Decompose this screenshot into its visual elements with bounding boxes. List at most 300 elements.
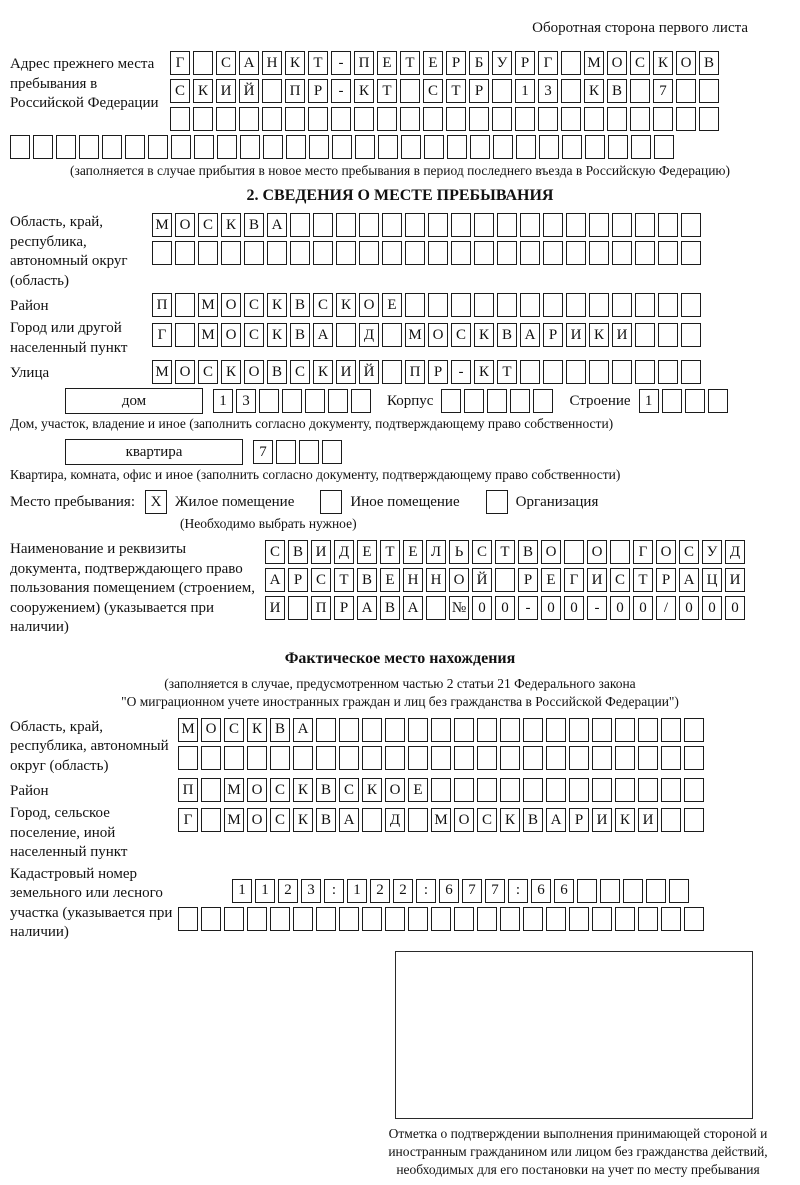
char-cell: 7	[462, 879, 482, 903]
korpus-cells	[441, 389, 553, 413]
char-cell: М	[224, 778, 244, 802]
char-cell	[385, 907, 405, 931]
char-cell: С	[270, 778, 290, 802]
char-cell: А	[679, 568, 699, 592]
previous-address-caption: (заполняется в случае прибытия в новое место пребывания в период последнего въезда в Российскую Федерацию)	[69, 163, 731, 178]
raion-cells	[152, 293, 790, 317]
char-cell	[408, 718, 428, 742]
char-cell: П	[354, 51, 374, 75]
registration-mark-caption: Отметка о подтверждении выполнения принимающей стороной и иностранным гражданином или лицом без гражданства действий, необходимых для его постановки на учет по месту пребывания	[388, 1125, 768, 1177]
char-cell	[539, 135, 559, 159]
char-cell: 3	[301, 879, 321, 903]
char-cell	[316, 907, 336, 931]
char-cell	[615, 907, 635, 931]
char-cell	[423, 107, 443, 131]
char-cell: В	[270, 718, 290, 742]
char-cell	[684, 746, 704, 770]
char-cell	[400, 79, 420, 103]
char-cell: 7	[653, 79, 673, 103]
char-cell	[382, 323, 402, 347]
char-cell: М	[224, 808, 244, 832]
char-cell: И	[216, 79, 236, 103]
char-cell: Н	[262, 51, 282, 75]
char-cell	[589, 360, 609, 384]
char-cell: Т	[334, 568, 354, 592]
previous-address-label: Адрес прежнего места пребывания в Российской Федерации	[10, 56, 159, 111]
char-cell	[615, 746, 635, 770]
char-cell: А	[313, 323, 333, 347]
actual-gorod-block	[10, 804, 790, 863]
char-cell: 6	[439, 879, 459, 903]
char-cell: У	[702, 540, 722, 564]
char-cell	[523, 907, 543, 931]
char-cell	[194, 135, 214, 159]
char-cell	[658, 241, 678, 265]
char-cell	[474, 241, 494, 265]
char-cell: Т	[377, 79, 397, 103]
char-cell: Е	[382, 293, 402, 317]
char-cell: Ц	[702, 568, 722, 592]
other-premises-checkbox	[320, 490, 342, 514]
char-cell: В	[518, 540, 538, 564]
choose-note: (Необходимо выбрать нужное)	[180, 516, 357, 531]
char-cell	[454, 778, 474, 802]
char-cell	[451, 293, 471, 317]
char-cell	[635, 213, 655, 237]
char-cell: Й	[239, 79, 259, 103]
char-cell: Р	[446, 51, 466, 75]
char-cell	[178, 907, 198, 931]
char-cell	[408, 907, 428, 931]
char-cell	[615, 718, 635, 742]
char-cell: В	[380, 596, 400, 620]
char-cell	[351, 389, 371, 413]
actual-oblast-grid	[178, 718, 790, 770]
char-cell: Р	[543, 323, 563, 347]
char-cell	[464, 389, 484, 413]
char-cell: К	[615, 808, 635, 832]
char-cell: 0	[472, 596, 492, 620]
char-cell	[354, 107, 374, 131]
char-cell: А	[265, 568, 285, 592]
char-cell	[520, 213, 540, 237]
actual-location-title: Фактическое место нахождения	[284, 649, 516, 667]
char-cell	[221, 241, 241, 265]
char-cell	[631, 135, 651, 159]
char-cell: Г	[633, 540, 653, 564]
char-cell	[431, 746, 451, 770]
char-cell	[492, 107, 512, 131]
char-cell	[610, 540, 630, 564]
char-cell: :	[324, 879, 344, 903]
char-cell: О	[175, 213, 195, 237]
char-cell	[681, 293, 701, 317]
char-cell	[607, 107, 627, 131]
char-cell: А	[520, 323, 540, 347]
char-cell: В	[357, 568, 377, 592]
char-cell	[520, 241, 540, 265]
actual-oblast-row-2	[178, 746, 790, 770]
gorod-cells	[152, 323, 790, 347]
char-cell: С	[472, 540, 492, 564]
char-cell: К	[653, 51, 673, 75]
cadastral-row-1	[232, 879, 790, 903]
char-cell: О	[541, 540, 561, 564]
char-cell	[224, 907, 244, 931]
char-cell: Т	[633, 568, 653, 592]
oblast-row-1	[152, 213, 790, 237]
char-cell	[247, 746, 267, 770]
char-cell	[362, 746, 382, 770]
char-cell	[546, 778, 566, 802]
char-cell: О	[201, 718, 221, 742]
char-cell: И	[265, 596, 285, 620]
char-cell	[102, 135, 122, 159]
char-cell	[382, 360, 402, 384]
char-cell: 1	[639, 389, 659, 413]
char-cell	[500, 778, 520, 802]
char-cell	[175, 323, 195, 347]
char-cell: 0	[725, 596, 745, 620]
char-cell: В	[244, 213, 264, 237]
char-cell	[428, 213, 448, 237]
char-cell: Р	[288, 568, 308, 592]
char-cell: К	[362, 778, 382, 802]
char-cell: О	[175, 360, 195, 384]
char-cell	[654, 135, 674, 159]
char-cell	[10, 135, 30, 159]
char-cell	[441, 389, 461, 413]
char-cell	[446, 107, 466, 131]
char-cell	[171, 135, 191, 159]
char-cell: К	[474, 323, 494, 347]
char-cell	[313, 213, 333, 237]
char-cell: А	[267, 213, 287, 237]
char-cell: О	[428, 323, 448, 347]
char-cell	[336, 241, 356, 265]
char-cell: И	[587, 568, 607, 592]
char-cell: №	[449, 596, 469, 620]
char-cell: С	[423, 79, 443, 103]
char-cell	[493, 135, 513, 159]
actual-oblast-row-1	[178, 718, 790, 742]
char-cell: М	[405, 323, 425, 347]
char-cell	[615, 778, 635, 802]
char-cell	[569, 746, 589, 770]
organization-label: Организация	[515, 493, 599, 510]
char-cell: -	[587, 596, 607, 620]
char-cell	[201, 778, 221, 802]
char-cell: О	[359, 293, 379, 317]
char-cell	[592, 907, 612, 931]
char-cell	[288, 596, 308, 620]
char-cell: С	[477, 808, 497, 832]
char-cell: Г	[564, 568, 584, 592]
char-cell	[290, 241, 310, 265]
char-cell	[564, 540, 584, 564]
char-cell	[653, 107, 673, 131]
char-cell	[612, 293, 632, 317]
char-cell	[244, 241, 264, 265]
char-cell	[612, 213, 632, 237]
char-cell: Б	[469, 51, 489, 75]
previous-address-extra-row	[10, 135, 790, 159]
char-cell: С	[244, 323, 264, 347]
organization-checkbox	[486, 490, 508, 514]
char-cell	[561, 79, 581, 103]
char-cell	[585, 135, 605, 159]
char-cell	[385, 718, 405, 742]
char-cell	[431, 778, 451, 802]
char-cell	[500, 746, 520, 770]
char-cell: Т	[400, 51, 420, 75]
char-cell	[487, 389, 507, 413]
char-cell: С	[198, 213, 218, 237]
char-cell	[400, 107, 420, 131]
char-cell	[543, 213, 563, 237]
char-cell	[247, 907, 267, 931]
char-cell: Г	[178, 808, 198, 832]
char-cell: Й	[472, 568, 492, 592]
char-cell	[270, 907, 290, 931]
char-cell	[217, 135, 237, 159]
char-cell: Р	[308, 79, 328, 103]
char-cell: А	[239, 51, 259, 75]
char-cell	[175, 241, 195, 265]
char-cell	[661, 808, 681, 832]
char-cell	[523, 778, 543, 802]
char-cell	[216, 107, 236, 131]
char-cell: Т	[446, 79, 466, 103]
previous-address-grid	[170, 51, 790, 131]
char-cell	[309, 135, 329, 159]
char-cell	[523, 718, 543, 742]
char-cell	[79, 135, 99, 159]
char-cell: Г	[152, 323, 172, 347]
char-cell	[495, 568, 515, 592]
char-cell: А	[357, 596, 377, 620]
char-cell	[378, 135, 398, 159]
char-cell: О	[607, 51, 627, 75]
char-cell	[684, 808, 704, 832]
char-cell	[239, 107, 259, 131]
char-cell: К	[589, 323, 609, 347]
char-cell	[589, 213, 609, 237]
char-cell	[638, 778, 658, 802]
char-cell: В	[267, 360, 287, 384]
residential-label: Жилое помещение	[175, 493, 295, 510]
actual-oblast-label: Область, край, республика, автономный округ (область)	[10, 718, 169, 774]
char-cell	[382, 213, 402, 237]
char-cell	[681, 323, 701, 347]
char-cell	[299, 440, 319, 464]
char-cell	[454, 746, 474, 770]
char-cell	[523, 746, 543, 770]
residential-checkbox: X	[145, 490, 167, 514]
char-cell	[661, 746, 681, 770]
char-cell: 0	[633, 596, 653, 620]
char-cell: 6	[531, 879, 551, 903]
char-cell	[592, 718, 612, 742]
char-cell	[684, 718, 704, 742]
char-cell	[428, 293, 448, 317]
char-cell	[685, 389, 705, 413]
char-cell: С	[610, 568, 630, 592]
stroenie-cells	[639, 389, 728, 413]
char-cell: Т	[380, 540, 400, 564]
house-box-label: дом	[65, 388, 203, 414]
char-cell: 6	[554, 879, 574, 903]
char-cell	[336, 213, 356, 237]
char-cell	[635, 323, 655, 347]
char-cell: И	[638, 808, 658, 832]
apartment-caption: Квартира, комната, офис и иное (заполнить согласно документу, подтверждающему право собственности)	[10, 467, 621, 482]
char-cell: О	[247, 778, 267, 802]
stay-type-row	[10, 490, 790, 514]
actual-oblast-block	[10, 718, 790, 777]
char-cell	[426, 596, 446, 620]
char-cell	[516, 135, 536, 159]
char-cell	[623, 879, 643, 903]
char-cell: С	[311, 568, 331, 592]
char-cell: К	[313, 360, 333, 384]
char-cell: В	[290, 323, 310, 347]
char-cell	[267, 241, 287, 265]
char-cell: 7	[485, 879, 505, 903]
cadastral-grid	[178, 865, 790, 931]
char-cell: И	[336, 360, 356, 384]
char-cell	[646, 879, 666, 903]
char-cell	[293, 746, 313, 770]
char-cell	[584, 107, 604, 131]
document-row-2	[265, 568, 790, 592]
actual-gorod-cells	[178, 808, 790, 832]
char-cell: И	[592, 808, 612, 832]
char-cell	[322, 440, 342, 464]
char-cell	[316, 718, 336, 742]
char-cell: 0	[610, 596, 630, 620]
char-cell	[339, 718, 359, 742]
apartment-number-cells	[253, 440, 342, 464]
char-cell: 1	[347, 879, 367, 903]
char-cell: 2	[278, 879, 298, 903]
char-cell	[454, 907, 474, 931]
char-cell	[201, 808, 221, 832]
char-cell	[385, 746, 405, 770]
char-cell	[175, 293, 195, 317]
char-cell	[497, 213, 517, 237]
char-cell: Е	[357, 540, 377, 564]
char-cell: П	[178, 778, 198, 802]
char-cell: Д	[725, 540, 745, 564]
char-cell	[282, 389, 302, 413]
gorod-label: Город или другой населенный пункт	[10, 320, 128, 356]
document-grid	[265, 540, 790, 620]
char-cell	[500, 907, 520, 931]
char-cell: В	[607, 79, 627, 103]
char-cell: П	[152, 293, 172, 317]
char-cell: К	[267, 293, 287, 317]
oblast-block	[10, 213, 790, 291]
char-cell: 0	[495, 596, 515, 620]
char-cell	[405, 213, 425, 237]
char-cell: В	[290, 293, 310, 317]
char-cell	[469, 107, 489, 131]
char-cell	[600, 879, 620, 903]
char-cell: Р	[656, 568, 676, 592]
char-cell: Е	[377, 51, 397, 75]
korpus-label: Корпус	[387, 392, 434, 409]
char-cell	[592, 746, 612, 770]
char-cell: Т	[308, 51, 328, 75]
section2-title: 2. СВЕДЕНИЯ О МЕСТЕ ПРЕБЫВАНИЯ	[246, 187, 554, 204]
char-cell: С	[198, 360, 218, 384]
char-cell	[293, 907, 313, 931]
document-block	[10, 540, 790, 638]
char-cell: 1	[232, 879, 252, 903]
cadastral-row-2	[178, 907, 790, 931]
char-cell: А	[403, 596, 423, 620]
char-cell	[316, 746, 336, 770]
char-cell: О	[247, 808, 267, 832]
char-cell: К	[293, 808, 313, 832]
char-cell: 7	[253, 440, 273, 464]
char-cell: В	[497, 323, 517, 347]
char-cell	[270, 746, 290, 770]
char-cell	[362, 907, 382, 931]
other-premises-label: Иное помещение	[350, 493, 460, 510]
char-cell	[240, 135, 260, 159]
char-cell	[681, 213, 701, 237]
char-cell	[178, 746, 198, 770]
char-cell: К	[474, 360, 494, 384]
char-cell: 2	[370, 879, 390, 903]
char-cell: И	[725, 568, 745, 592]
char-cell	[569, 778, 589, 802]
char-cell	[662, 389, 682, 413]
char-cell	[566, 360, 586, 384]
char-cell: М	[152, 213, 172, 237]
char-cell	[477, 907, 497, 931]
char-cell: С	[290, 360, 310, 384]
char-cell	[569, 718, 589, 742]
char-cell: В	[316, 808, 336, 832]
char-cell	[362, 808, 382, 832]
char-cell	[543, 293, 563, 317]
char-cell: В	[699, 51, 719, 75]
char-cell	[500, 718, 520, 742]
char-cell: 1	[255, 879, 275, 903]
char-cell	[198, 241, 218, 265]
cadastral-label: Кадастровый номер земельного или лесного участка (указывается при наличии)	[10, 865, 173, 940]
previous-address-row-3	[170, 107, 790, 131]
char-cell: С	[339, 778, 359, 802]
char-cell	[431, 907, 451, 931]
char-cell	[681, 241, 701, 265]
char-cell	[546, 907, 566, 931]
char-cell: С	[313, 293, 333, 317]
char-cell: Т	[497, 360, 517, 384]
char-cell: О	[221, 323, 241, 347]
char-cell	[566, 241, 586, 265]
char-cell	[612, 241, 632, 265]
char-cell: Г	[170, 51, 190, 75]
char-cell: 1	[515, 79, 535, 103]
actual-raion-block	[10, 778, 790, 802]
char-cell	[497, 241, 517, 265]
char-cell	[533, 389, 553, 413]
char-cell: :	[416, 879, 436, 903]
